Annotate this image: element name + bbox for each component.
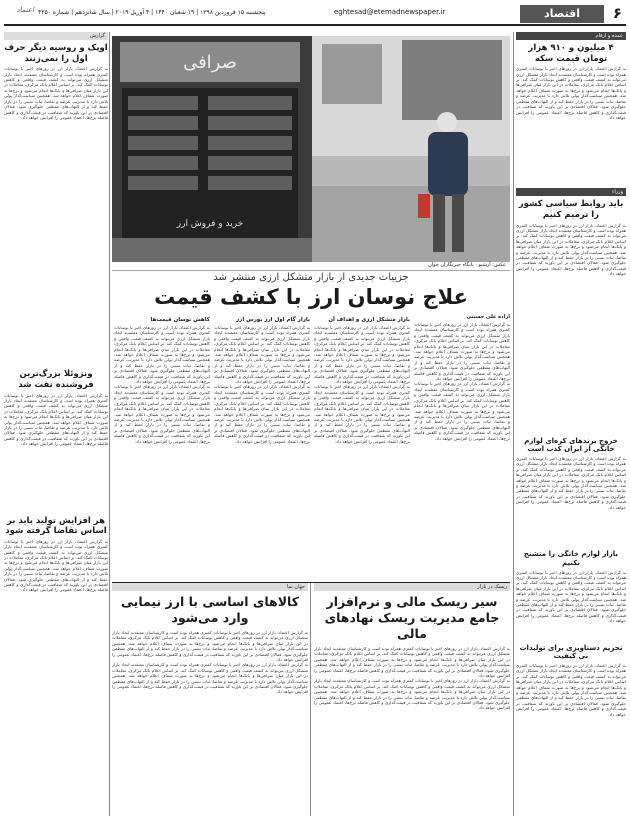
- left-story1-body: به گزارش اعتماد، بازار ارز در روزهای اخیر با نوسانات کمتری همراه بوده است و کارشناسان معتقدند ایجاد بازار متشکل ارزی می‌تواند به کشف قیمت واقعی و کاهش نوسانات کمک کند. بر اساس اعلام بانک مرکزی، معاملات در این بازار میان صرافی‌ها و بانک‌ها انجام می‌شود و نرخ‌ها به صورت شفاف اعلام خواهد شد. همچنین سیاست‌گذار پولی تلاش دارد با مدیریت عرضه و تقاضا، ثبات نسبی را در بازار حفظ کند و از التهاب‌های مقطعی جلوگیری شود. فعالان اقتصادی بر این باورند که شفافیت در قیمت‌گذاری و کاهش فاصله نرخ‌ها، اعتماد عمومی را افزایش خواهد داد.: [4, 66, 108, 120]
- bottom-band: [112, 582, 510, 816]
- right-story1-headline: ۴ میلیون و ۹۱۰ هزار تومان قیمت سکه: [528, 43, 614, 64]
- right-story4-headline: بازار لوازم خانگی را متشنج نکنیم: [523, 550, 619, 567]
- right-story4-body: به گزارش اعتماد، بازار ارز در روزهای اخیر با نوسانات کمتری همراه بوده است و کارشناسان معتقدند ایجاد بازار متشکل ارزی می‌تواند به کشف قیمت واقعی و کاهش نوسانات کمک کند. بر اساس اعلام بانک مرکزی، معاملات در این بازار میان صرافی‌ها و بانک‌ها انجام می‌شود و نرخ‌ها به صورت شفاف اعلام خواهد شد. همچنین سیاست‌گذار پولی تلاش دارد با مدیریت عرضه و تقاضا، ثبات نسبی را در بازار حفظ کند و از التهاب‌های مقطعی جلوگیری شود. فعالان اقتصادی بر این باورند که شفافیت در قیمت‌گذاری و کاهش فاصله نرخ‌ها، اعتماد عمومی را افزایش خواهد داد.: [516, 569, 626, 624]
- main-body-col3: بازار گام اول ارز بورس ارز به گزارش اعتماد، بازار ارز در روزهای اخیر با نوسانات کمتری همراه بوده است و کارشناسان معتقدند ایجاد بازار متشکل ارزی می‌تواند به کشف قیمت واقعی و کاهش نوسانات کمک کند. بر اساس اعلام بانک مرکزی، معاملات در این بازار میان صرافی‌ها و بانک‌ها انجام می‌شود و نرخ‌ها به صورت شفاف اعلام خواهد شد. همچنین سیاست‌گذار پولی تلاش دارد با مدیریت عرضه و تقاضا، ثبات نسبی را در بازار حفظ کند و از التهاب‌های مقطعی جلوگیری شود. فعالان اقتصادی بر این باورند که شفافیت در قیمت‌گذاری و کاهش فاصله نرخ‌ها، اعتماد عمومی را افزایش خواهد داد. به گزارش اعتماد، بازار ارز در روزهای اخیر با نوسانات کمتری همراه بوده است و کارشناسان معتقدند ایجاد بازار متشکل ارزی می‌تواند به کشف قیمت واقعی و کاهش نوسانات کمک کند. بر اساس اعلام بانک مرکزی، معاملات در این بازار میان صرافی‌ها و بانک‌ها انجام می‌شود و نرخ‌ها به صورت شفاف اعلام خواهد شد. همچنین سیاست‌گذار پولی تلاش دارد با مدیریت عرضه و تقاضا، ثبات نسبی را در بازار حفظ کند و از التهاب‌های مقطعی جلوگیری شود. فعالان اقتصادی بر این باورند که شفافیت در قیمت‌گذاری و کاهش فاصله نرخ‌ها، اعتماد عمومی را افزایش خواهد داد.: [214, 317, 310, 444]
- right-story2-headline: باید روابط سیاسی کشور را ترمیم کنیم: [518, 199, 624, 220]
- left-story2-headline: ونزوئلا بزرگ‌ترین فروشنده نفت شد: [18, 369, 94, 390]
- column-rule: [513, 32, 514, 816]
- main-body-col4: کاهش نوسان قیمت‌ها به گزارش اعتماد، بازار ارز در روزهای اخیر با نوسانات کمتری همراه بوده است و کارشناسان معتقدند ایجاد بازار متشکل ارزی می‌تواند به کشف قیمت واقعی و کاهش نوسانات کمک کند. بر اساس اعلام بانک مرکزی، معاملات در این بازار میان صرافی‌ها و بانک‌ها انجام می‌شود و نرخ‌ها به صورت شفاف اعلام خواهد شد. همچنین سیاست‌گذار پولی تلاش دارد با مدیریت عرضه و تقاضا، ثبات نسبی را در بازار حفظ کند و از التهاب‌های مقطعی جلوگیری شود. فعالان اقتصادی بر این باورند که شفافیت در قیمت‌گذاری و کاهش فاصله نرخ‌ها، اعتماد عمومی را افزایش خواهد داد. به گزارش اعتماد، بازار ارز در روزهای اخیر با نوسانات کمتری همراه بوده است و کارشناسان معتقدند ایجاد بازار متشکل ارزی می‌تواند به کشف قیمت واقعی و کاهش نوسانات کمک کند. بر اساس اعلام بانک مرکزی، معاملات در این بازار میان صرافی‌ها و بانک‌ها انجام می‌شود و نرخ‌ها به صورت شفاف اعلام خواهد شد. همچنین سیاست‌گذار پولی تلاش دارد با مدیریت عرضه و تقاضا، ثبات نسبی را در بازار حفظ کند و از التهاب‌های مقطعی جلوگیری شود. فعالان اقتصادی بر این باورند که شفافیت در قیمت‌گذاری و کاهش فاصله نرخ‌ها، اعتماد عمومی را افزایش خواهد داد.: [114, 317, 210, 444]
- shop-rate-board-text: خرید و فروش ارز: [176, 219, 244, 229]
- right-story2-tag: وزراء: [516, 188, 626, 196]
- dateline: پنجشنبه ۱۵ فروردین ۱۳۹۸ | ۱۹ شعبان ۱۴۴۰ | ۴ آوریل ۲۰۱۹ | سال شانزدهم | شماره ۴۳۵۰: [38, 9, 266, 16]
- newspaper-logo: اعتماد: [16, 6, 34, 14]
- left-tag: گزارش: [4, 32, 108, 40]
- main-kicker: جزییات جدیدی از بازار متشکل ارزی منتشر شد: [213, 272, 409, 283]
- right-story5-body: به گزارش اعتماد، بازار ارز در روزهای اخیر با نوسانات کمتری همراه بوده است و کارشناسان معتقدند ایجاد بازار متشکل ارزی می‌تواند به کشف قیمت واقعی و کاهش نوسانات کمک کند. بر اساس اعلام بانک مرکزی، معاملات در این بازار میان صرافی‌ها و بانک‌ها انجام می‌شود و نرخ‌ها به صورت شفاف اعلام خواهد شد. همچنین سیاست‌گذار پولی تلاش دارد با مدیریت عرضه و تقاضا، ثبات نسبی را در بازار حفظ کند و از التهاب‌های مقطعی جلوگیری شود. فعالان اقتصادی بر این باورند که شفافیت در قیمت‌گذاری و کاهش فاصله نرخ‌ها، اعتماد عمومی را افزایش خواهد داد.: [516, 663, 626, 717]
- bottom-story1: ریسک در بازار سیر ریسک مالی و نرم‌افزار جامع مدیریت ریسک نهادهای مالی به گزارش اعتماد، بازار ارز در روزهای اخیر با نوسانات کمتری همراه بوده است و کارشناسان معتقدند ایجاد بازار متشکل ارزی می‌تواند به کشف قیمت واقعی و کاهش نوسانات کمک کند. بر اساس اعلام بانک مرکزی، معاملات در این بازار میان صرافی‌ها و بانک‌ها انجام می‌شود و نرخ‌ها به صورت شفاف اعلام خواهد شد. همچنین سیاست‌گذار پولی تلاش دارد با مدیریت عرضه و تقاضا، ثبات نسبی را در بازار حفظ کند و از التهاب‌های مقطعی جلوگیری شود. فعالان اقتصادی بر این باورند که شفافیت در قیمت‌گذاری و کاهش فاصله نرخ‌ها، اعتماد عمومی را افزایش خواهد داد. به گزارش اعتماد، بازار ارز در روزهای اخیر با نوسانات کمتری همراه بوده است و کارشناسان معتقدند ایجاد بازار متشکل ارزی می‌تواند به کشف قیمت واقعی و کاهش نوسانات کمک کند. بر اساس اعلام بانک مرکزی، معاملات در این بازار میان صرافی‌ها و بانک‌ها انجام می‌شود و نرخ‌ها به صورت شفاف اعلام خواهد شد. همچنین سیاست‌گذار پولی تلاش دارد با مدیریت عرضه و تقاضا، ثبات نسبی را در بازار حفظ کند و از التهاب‌های مقطعی جلوگیری شود. فعالان اقتصادی بر این باورند که شفافیت در قیمت‌گذاری و کاهش فاصله نرخ‌ها، اعتماد عمومی را افزایش خواهد داد.: [314, 584, 510, 711]
- main-photo: [112, 36, 510, 262]
- bottom-story2-headline: کالاهای اساسی با ارز نیمایی وارد می‌شود: [121, 594, 299, 625]
- main-body-col1: آزاده علی حسینی به گزارش اعتماد، بازار ارز در روزهای اخیر با نوسانات کمتری همراه بوده است و کارشناسان معتقدند ایجاد بازار متشکل ارزی می‌تواند به کشف قیمت واقعی و کاهش نوسانات کمک کند. بر اساس اعلام بانک مرکزی، معاملات در این بازار میان صرافی‌ها و بانک‌ها انجام می‌شود و نرخ‌ها به صورت شفاف اعلام خواهد شد. همچنین سیاست‌گذار پولی تلاش دارد با مدیریت عرضه و تقاضا، ثبات نسبی را در بازار حفظ کند و از التهاب‌های مقطعی جلوگیری شود. فعالان اقتصادی بر این باورند که شفافیت در قیمت‌گذاری و کاهش فاصله نرخ‌ها، اعتماد عمومی را افزایش خواهد داد. به گزارش اعتماد، بازار ارز در روزهای اخیر با نوسانات کمتری همراه بوده است و کارشناسان معتقدند ایجاد بازار متشکل ارزی می‌تواند به کشف قیمت واقعی و کاهش نوسانات کمک کند. بر اساس اعلام بانک مرکزی، معاملات در این بازار میان صرافی‌ها و بانک‌ها انجام می‌شود و نرخ‌ها به صورت شفاف اعلام خواهد شد. همچنین سیاست‌گذار پولی تلاش دارد با مدیریت عرضه و تقاضا، ثبات نسبی را در بازار حفظ کند و از التهاب‌های مقطعی جلوگیری شود. فعالان اقتصادی بر این باورند که شفافیت در قیمت‌گذاری و کاهش فاصله نرخ‌ها، اعتماد عمومی را افزایش خواهد داد.: [414, 314, 510, 441]
- right-story2-body: به گزارش اعتماد، بازار ارز در روزهای اخیر با نوسانات کمتری همراه بوده است و کارشناسان معتقدند ایجاد بازار متشکل ارزی می‌تواند به کشف قیمت واقعی و کاهش نوسانات کمک کند. بر اساس اعلام بانک مرکزی، معاملات در این بازار میان صرافی‌ها و بانک‌ها انجام می‌شود و نرخ‌ها به صورت شفاف اعلام خواهد شد. همچنین سیاست‌گذار پولی تلاش دارد با مدیریت عرضه و تقاضا، ثبات نسبی را در بازار حفظ کند و از التهاب‌های مقطعی جلوگیری شود. فعالان اقتصادی بر این باورند که شفافیت در قیمت‌گذاری و کاهش فاصله نرخ‌ها، اعتماد عمومی را افزایش خواهد داد.: [516, 222, 626, 277]
- right-story3-headline: خروج برندهای کره‌ای لوازم خانگی از ایران کذب است: [524, 436, 618, 454]
- left-story3-body: به گزارش اعتماد، بازار ارز در روزهای اخیر با نوسانات کمتری همراه بوده است و کارشناسان معتقدند ایجاد بازار متشکل ارزی می‌تواند به کشف قیمت واقعی و کاهش نوسانات کمک کند. بر اساس اعلام بانک مرکزی، معاملات در این بازار میان صرافی‌ها و بانک‌ها انجام می‌شود و نرخ‌ها به صورت شفاف اعلام خواهد شد. همچنین سیاست‌گذار پولی تلاش دارد با مدیریت عرضه و تقاضا، ثبات نسبی را در بازار حفظ کند و از التهاب‌های مقطعی جلوگیری شود. فعالان اقتصادی بر این باورند که شفافیت در قیمت‌گذاری و کاهش فاصله نرخ‌ها، اعتماد عمومی را افزایش خواهد داد.: [4, 538, 108, 593]
- right-story5-headline: تحریم دستاویزی برای تولیدات بی کیفیت: [519, 643, 623, 661]
- left-column: [4, 32, 108, 816]
- bottom-story2: جهان نما کالاهای اساسی با ارز نیمایی وارد می‌شود به گزارش اعتماد، بازار ارز در روزهای اخیر با نوسانات کمتری همراه بوده است و کارشناسان معتقدند ایجاد بازار متشکل ارزی می‌تواند به کشف قیمت واقعی و کاهش نوسانات کمک کند. بر اساس اعلام بانک مرکزی، معاملات در این بازار میان صرافی‌ها و بانک‌ها انجام می‌شود و نرخ‌ها به صورت شفاف اعلام خواهد شد. همچنین سیاست‌گذار پولی تلاش دارد با مدیریت عرضه و تقاضا، ثبات نسبی را در بازار حفظ کند و از التهاب‌های مقطعی جلوگیری شود. فعالان اقتصادی بر این باورند که شفافیت در قیمت‌گذاری و کاهش فاصله نرخ‌ها، اعتماد عمومی را افزایش خواهد داد. به گزارش اعتماد، بازار ارز در روزهای اخیر با نوسانات کمتری همراه بوده است و کارشناسان معتقدند ایجاد بازار متشکل ارزی می‌تواند به کشف قیمت واقعی و کاهش نوسانات کمک کند. بر اساس اعلام بانک مرکزی، معاملات در این بازار میان صرافی‌ها و بانک‌ها انجام می‌شود و نرخ‌ها به صورت شفاف اعلام خواهد شد. همچنین سیاست‌گذار پولی تلاش دارد با مدیریت عرضه و تقاضا، ثبات نسبی را در بازار حفظ کند و از التهاب‌های مقطعی جلوگیری شود. فعالان اقتصادی بر این باورند که شفافیت در قیمت‌گذاری و کاهش فاصله نرخ‌ها، اعتماد عمومی را افزایش خواهد داد.: [112, 584, 308, 695]
- exchange-shop-street-image: [112, 36, 510, 262]
- page-number: ۶: [612, 4, 622, 22]
- shop-sign-text: صرافی: [183, 52, 237, 73]
- bottom-story1-headline: سیر ریسک مالی و نرم‌افزار جامع مدیریت ریسک نهادهای مالی: [324, 594, 500, 641]
- main-body-col2: بازار متشکل ارزی و اهداف آن به گزارش اعتماد، بازار ارز در روزهای اخیر با نوسانات کمتری همراه بوده است و کارشناسان معتقدند ایجاد بازار متشکل ارزی می‌تواند به کشف قیمت واقعی و کاهش نوسانات کمک کند. بر اساس اعلام بانک مرکزی، معاملات در این بازار میان صرافی‌ها و بانک‌ها انجام می‌شود و نرخ‌ها به صورت شفاف اعلام خواهد شد. همچنین سیاست‌گذار پولی تلاش دارد با مدیریت عرضه و تقاضا، ثبات نسبی را در بازار حفظ کند و از التهاب‌های مقطعی جلوگیری شود. فعالان اقتصادی بر این باورند که شفافیت در قیمت‌گذاری و کاهش فاصله نرخ‌ها، اعتماد عمومی را افزایش خواهد داد. به گزارش اعتماد، بازار ارز در روزهای اخیر با نوسانات کمتری همراه بوده است و کارشناسان معتقدند ایجاد بازار متشکل ارزی می‌تواند به کشف قیمت واقعی و کاهش نوسانات کمک کند. بر اساس اعلام بانک مرکزی، معاملات در این بازار میان صرافی‌ها و بانک‌ها انجام می‌شود و نرخ‌ها به صورت شفاف اعلام خواهد شد. همچنین سیاست‌گذار پولی تلاش دارد با مدیریت عرضه و تقاضا، ثبات نسبی را در بازار حفظ کند و از التهاب‌های مقطعی جلوگیری شود. فعالان اقتصادی بر این باورند که شفافیت در قیمت‌گذاری و کاهش فاصله نرخ‌ها، اعتماد عمومی را افزایش خواهد داد.: [314, 317, 410, 444]
- left-story1-headline: اوپک و روسیه دیگر حرف اول را نمی‌زنند: [4, 43, 108, 64]
- right-column: [516, 32, 626, 816]
- right-story1-tag: عمده و ارقام: [516, 32, 626, 40]
- left-story2-body: به گزارش اعتماد، بازار ارز در روزهای اخیر با نوسانات کمتری همراه بوده است و کارشناسان معتقدند ایجاد بازار متشکل ارزی می‌تواند به کشف قیمت واقعی و کاهش نوسانات کمک کند. بر اساس اعلام بانک مرکزی، معاملات در این بازار میان صرافی‌ها و بانک‌ها انجام می‌شود و نرخ‌ها به صورت شفاف اعلام خواهد شد. همچنین سیاست‌گذار پولی تلاش دارد با مدیریت عرضه و تقاضا، ثبات نسبی را در بازار حفظ کند و از التهاب‌های مقطعی جلوگیری شود. فعالان اقتصادی بر این باورند که شفافیت در قیمت‌گذاری و کاهش فاصله نرخ‌ها، اعتماد عمومی را افزایش خواهد داد.: [4, 392, 108, 447]
- right-story3-body: به گزارش اعتماد، بازار ارز در روزهای اخیر با نوسانات کمتری همراه بوده است و کارشناسان معتقدند ایجاد بازار متشکل ارزی می‌تواند به کشف قیمت واقعی و کاهش نوسانات کمک کند. بر اساس اعلام بانک مرکزی، معاملات در این بازار میان صرافی‌ها و بانک‌ها انجام می‌شود و نرخ‌ها به صورت شفاف اعلام خواهد شد. همچنین سیاست‌گذار پولی تلاش دارد با مدیریت عرضه و تقاضا، ثبات نسبی را در بازار حفظ کند و از التهاب‌های مقطعی جلوگیری شود. فعالان اقتصادی بر این باورند که شفافیت در قیمت‌گذاری و کاهش فاصله نرخ‌ها، اعتماد عمومی را افزایش خواهد داد.: [516, 456, 626, 510]
- right-story1-body: به گزارش اعتماد، بازار ارز در روزهای اخیر با نوسانات کمتری همراه بوده است و کارشناسان معتقدند ایجاد بازار متشکل ارزی می‌تواند به کشف قیمت واقعی و کاهش نوسانات کمک کند. بر اساس اعلام بانک مرکزی، معاملات در این بازار میان صرافی‌ها و بانک‌ها انجام می‌شود و نرخ‌ها به صورت شفاف اعلام خواهد شد. همچنین سیاست‌گذار پولی تلاش دارد با مدیریت عرضه و تقاضا، ثبات نسبی را در بازار حفظ کند و از التهاب‌های مقطعی جلوگیری شود. فعالان اقتصادی بر این باورند که شفافیت در قیمت‌گذاری و کاهش فاصله نرخ‌ها، اعتماد عمومی را افزایش خواهد داد.: [516, 66, 626, 120]
- column-rule: [310, 583, 311, 816]
- column-rule: [109, 32, 110, 816]
- section-label: اقتصاد: [520, 5, 604, 23]
- page-header: [4, 4, 626, 26]
- left-story3-headline: هر افزایش تولید باید بر اساس تقاضا گرفته شود: [5, 515, 107, 537]
- main-headline: علاج نوسان ارز با کشف قیمت: [154, 285, 468, 309]
- photo-caption: عکس: آرشیو · پایگاه خبرنگاران جوان: [112, 262, 510, 271]
- main-story-body: [112, 314, 510, 580]
- website-address[interactable]: eghtesad@etemadnewspaper.ir: [334, 8, 446, 16]
